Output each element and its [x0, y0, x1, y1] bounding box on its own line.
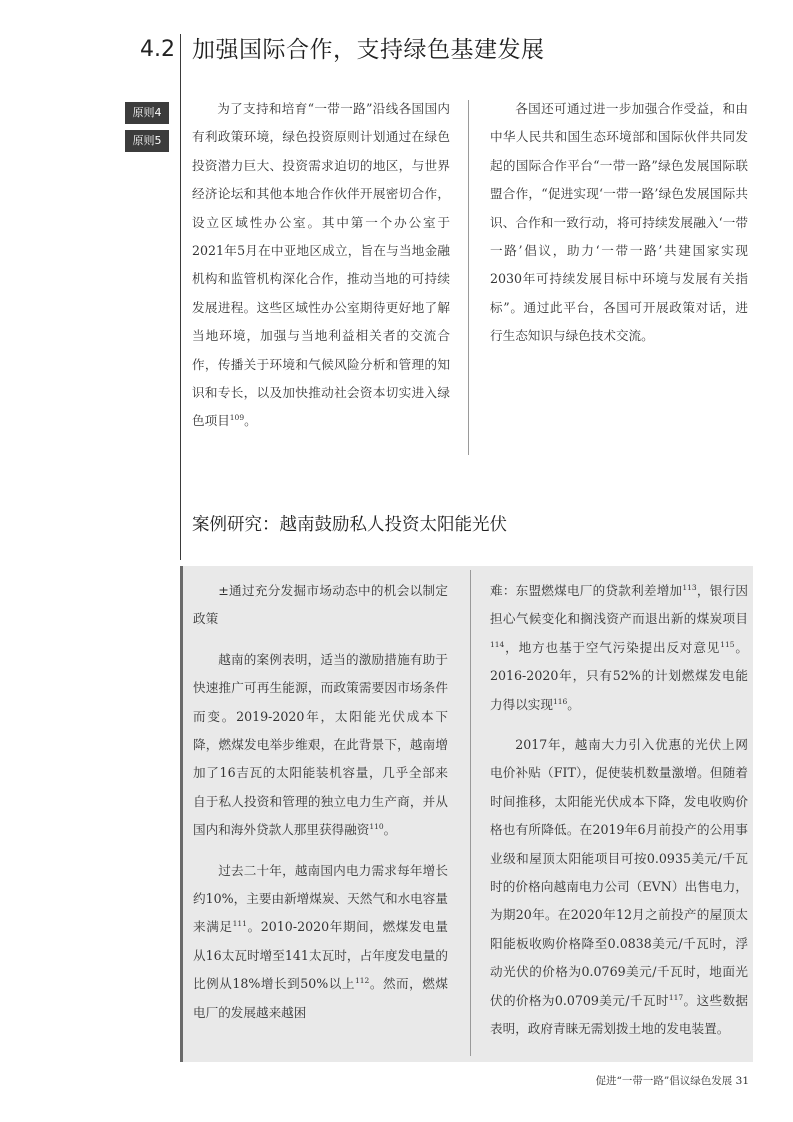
- right-paragraph: 各国还可通过进一步加强合作受益，和由中华人民共和国生态环境部和国际伙伴共同发起的国际合作平台“一带一路”绿色发展国际联盟合作，“促进实现‘一带一路’绿色发展国际共识、合作和一致行动，将可持续发展融入‘一带一路’倡议，助力‘一带一路’共建国家实现2030年可持续发展目标中环境与发展有关指标”。通过此平台，各国可开展政策对话，进行生态知识与绿色技术交流。: [490, 101, 748, 344]
- case-paragraph-2-continued: 难：东盟燃煤电厂的贷款利差增加$^{113}$，银行因担心气候变化和搁浅资产而退出新的煤炭项目$^{114}$，地方也基于空气污染提出反对意见$^{115}$。2016-2020年，只有52%的计划燃煤发电能力得以实现$^{116}$。: [490, 582, 749, 712]
- case-study-right-column: [490, 577, 748, 1044]
- footnote-ref: 116: [552, 696, 568, 706]
- footnote-ref: 113: [682, 582, 697, 592]
- case-study-subtitle: ±通过充分发掘市场动态中的机会以制定政策: [193, 583, 448, 627]
- case-paragraph-1: 越南的案例表明，适当的激励措施有助于快速推广可再生能源，而政策需要因市场条件而变。2019-2020年，太阳能光伏成本下降，燃煤发电举步维艰，在此背景下，越南增加了16吉瓦的太阳能装机容量，几乎全部来自于私人投资和管理的独立电力生产商，并从国内和海外贷款人那里获得融资$^{110}$。: [193, 651, 448, 838]
- footnote-ref: 111: [232, 919, 247, 929]
- principle-tag-4: 原则4: [125, 102, 169, 124]
- right-column: [490, 95, 748, 351]
- section-vertical-rule: [180, 34, 181, 560]
- section-number: 4.2: [140, 37, 175, 62]
- case-study-column-divider: [470, 570, 471, 1056]
- case-study-title: 案例研究：越南鼓励私人投资太阳能光伏: [192, 515, 507, 535]
- case-study-left-column: [193, 577, 448, 1027]
- left-column: [192, 95, 450, 436]
- case-paragraph-3: 2017年，越南大力引入优惠的光伏上网电价补贴（FIT），促使装机数量激增。但随着时间推移，太阳能光伏成本下降，发电收购价格也有所降低。在2019年6月前投产的公用事业级和屋顶太阳能项目可按0.0935美元/千瓦时的价格向越南电力公司（EVN）出售电力，为期20年。在2020年12月之前投产的屋顶太阳能板收购价格降至0.0838美元/千瓦时，浮动光伏的价格为0.0769美元/千瓦时，地面光伏的价格为0.0709美元/千瓦时$^{117}$。这些数据表明，政府青睐无需划拨土地的发电装置。: [490, 737, 749, 1037]
- footnote-ref: 110: [369, 822, 384, 832]
- footnote-ref: 117: [668, 992, 684, 1002]
- left-paragraph: 为了支持和培育“一带一路”沿线各国国内有利政策环境，绿色投资原则计划通过在绿色投资潜力巨大、投资需求迫切的地区，与世界经济论坛和其他本地合作伙伴开展密切合作，设立区域性办公室。其中第一个办公室于2021年5月在中亚地区成立，旨在与当地金融机构和监管机构深化合作，推动当地的可持续发展进程。这些区域性办公室期待更好地了解当地环境，加强与当地利益相关者的交流合作，传播关于环境和气候风险分析和管理的知识和专长，以及加快推动社会资本切实进入绿色项目$^{109}$。: [192, 101, 450, 429]
- column-divider: [468, 100, 469, 455]
- footnote-ref: 114: [490, 639, 505, 649]
- footnote-ref: 109: [229, 413, 245, 423]
- section-title: 加强国际合作，支持绿色基建发展: [192, 37, 545, 63]
- footnote-ref: 112: [354, 976, 370, 986]
- footnote-ref: 115: [720, 639, 735, 649]
- page-footer: 促进“一带一路”倡议绿色发展 31: [595, 1075, 749, 1087]
- case-paragraph-2: 过去二十年，越南国内电力需求每年增长约10%，主要由新增煤炭、天然气和水电容量来满足$^{111}$。2010-2020年期间，燃煤发电量从16太瓦时增至141太瓦时，占年度发电量的比例从18%增长到50%以上$^{112}$。然而，燃煤电厂的发展越来越困: [193, 862, 448, 1020]
- principle-tag-5: 原则5: [125, 130, 169, 152]
